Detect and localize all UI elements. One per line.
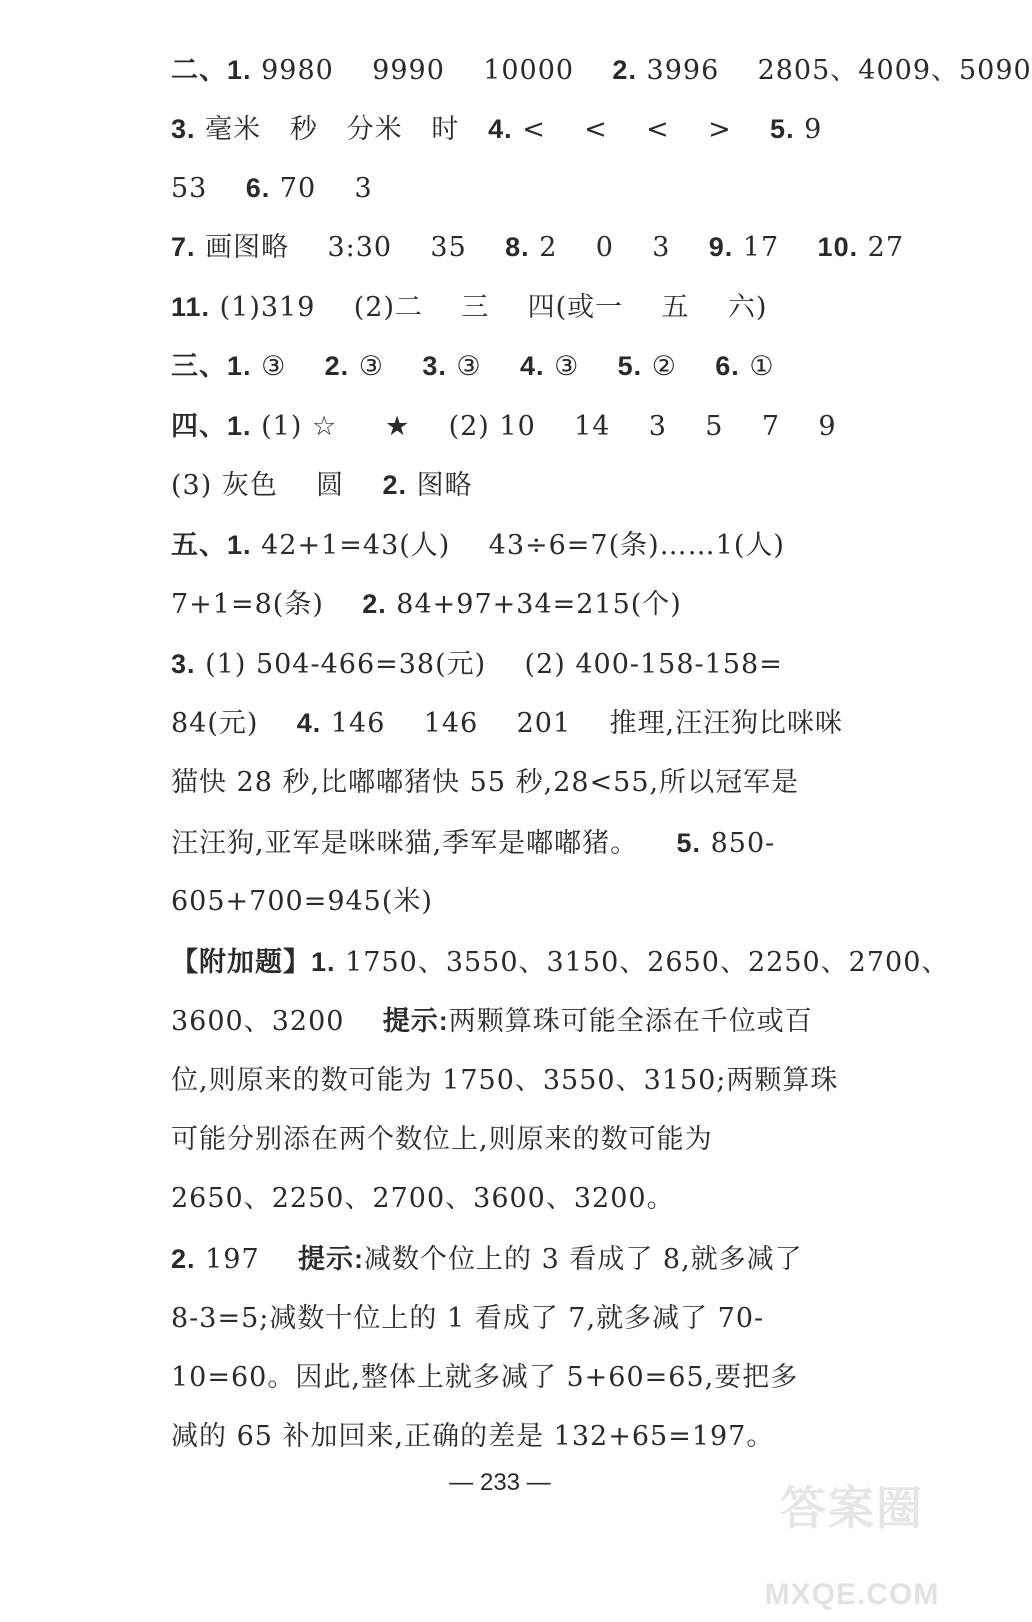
text-line: [171, 1241, 971, 1278]
answer-text-run: 146 146 201 推理,汪汪狗比咪咪: [321, 708, 844, 739]
answer-text-run: 汪汪狗,亚军是咪咪猫,季军是嘟嘟猪。: [171, 828, 677, 859]
answer-text-run: 197: [195, 1244, 298, 1275]
question-number: 5.: [617, 351, 643, 381]
question-number: 3.: [171, 114, 196, 144]
question-number: 3.: [171, 649, 196, 679]
answer-text-run: 9980 9990 10000: [251, 55, 613, 86]
answer-text-run: 可能分别添在两个数位上,则原来的数可能为: [171, 1124, 713, 1155]
answer-text-run: 850-: [701, 828, 776, 859]
answer-text-run: < < < >: [512, 114, 771, 145]
question-number: 5.: [676, 828, 702, 858]
text-line: [171, 527, 971, 564]
answer-text-run: 减的 65 补加回来,正确的差是 132+65=197。: [171, 1421, 775, 1452]
text-line: [171, 1419, 971, 1455]
answer-text-run: 27: [858, 232, 905, 263]
answer-text-run: ①: [739, 351, 775, 382]
answer-text-run: 3996 2805、4009、5090: [636, 55, 1032, 86]
answer-text-run: (1)319 (2)二 三 四(或一 五 六): [210, 292, 768, 323]
question-number: 2.: [362, 589, 387, 619]
answer-text-run: ③: [251, 351, 325, 382]
text-line: [171, 1063, 971, 1099]
watermark-logo-text: 答案圈: [780, 1482, 924, 1534]
answer-text-run: ③: [349, 351, 423, 382]
answer-text-run: 17: [733, 232, 818, 263]
text-line: [171, 825, 971, 862]
answer-text-run: 毫米 秒 分米 时: [195, 114, 489, 145]
text-line: [171, 1301, 971, 1337]
text-line: [171, 467, 971, 504]
answer-text-run: 53: [171, 173, 246, 204]
question-number: 9.: [708, 232, 734, 262]
question-number: 3.: [422, 351, 447, 381]
answer-text-run: 位,则原来的数可能为 1750、3550、3150;两颗算珠: [171, 1065, 839, 1096]
text-line: [171, 944, 971, 981]
question-number: 【附加题】1.: [171, 947, 336, 977]
text-line: [171, 765, 971, 801]
answer-text-run: (1) 504-466=38(元) (2) 400-158-158=: [195, 649, 783, 680]
page-number: — 233 —: [449, 1469, 551, 1496]
text-line: [171, 1181, 971, 1217]
text-line: [171, 1122, 971, 1158]
question-number: 2.: [324, 351, 350, 381]
text-line: [171, 586, 971, 623]
question-number: 提示:: [382, 1006, 449, 1036]
question-number: 4.: [488, 114, 513, 144]
answer-text-run: 84+97+34=215(个): [386, 589, 682, 620]
answer-text-run: 9: [794, 114, 823, 145]
watermark-url: MXQE.COM: [764, 1578, 940, 1611]
text-line: [171, 52, 1032, 89]
question-number: 7.: [171, 232, 196, 262]
answer-text-run: 70 3: [270, 173, 373, 204]
question-number: 三、1.: [171, 351, 252, 381]
text-line: [171, 1003, 971, 1040]
answer-text-run: 2 0 3: [529, 232, 709, 263]
question-number: 4.: [296, 708, 322, 738]
question-number: 11.: [171, 292, 211, 322]
question-number: 6.: [245, 173, 271, 203]
question-number: 10.: [817, 232, 859, 262]
answer-text-run: 7+1=8(条): [171, 589, 363, 620]
question-number: 四、1.: [171, 411, 252, 441]
watermark-logo: [722, 1472, 982, 1612]
text-line: [171, 705, 971, 742]
question-number: 6.: [715, 351, 740, 381]
answer-text-run: 两颗算珠可能全添在千位或百: [448, 1006, 813, 1037]
text-line: [171, 111, 971, 148]
text-line: [171, 1360, 971, 1396]
answer-text-run: 10=60。因此,整体上就多减了 5+60=65,要把多: [171, 1362, 799, 1393]
question-number: 2.: [612, 55, 637, 85]
question-number: 8.: [505, 232, 530, 262]
answer-text-run: (1) ☆ ★ (2) 10 14 3 5 7 9: [251, 411, 837, 442]
answer-text-run: ②: [642, 351, 716, 382]
text-line: [171, 884, 971, 920]
question-number: 五、1.: [171, 530, 252, 560]
answer-text-run: 图略: [407, 470, 473, 501]
text-line: [171, 408, 971, 445]
answer-text-run: 3600、3200: [171, 1006, 383, 1037]
text-line: [171, 646, 971, 683]
answer-text-run: (3) 灰色 圆: [171, 470, 383, 501]
answer-text-run: 605+700=945(米): [171, 886, 433, 917]
answer-text-run: 1750、3550、3150、2650、2250、2700、: [335, 947, 950, 978]
answer-text-run: ③: [544, 351, 618, 382]
question-number: 二、1.: [171, 55, 252, 85]
answer-text-run: 8-3=5;减数十位上的 1 看成了 7,就多减了 70-: [171, 1303, 765, 1334]
answer-text-run: 2650、2250、2700、3600、3200。: [171, 1183, 675, 1214]
question-number: 2.: [171, 1244, 196, 1274]
answer-text-run: 42+1=43(人) 43÷6=7(条)……1(人): [251, 530, 785, 561]
question-number: 4.: [519, 351, 545, 381]
answer-text-run: ③: [446, 351, 520, 382]
answer-text-run: 减数个位上的 3 看成了 8,就多减了: [363, 1244, 803, 1275]
question-number: 2.: [382, 470, 408, 500]
question-number: 提示:: [297, 1244, 364, 1274]
answer-text-run: 84(元): [171, 708, 297, 739]
text-line: [171, 289, 971, 326]
answer-text-run: 画图略 3:30 35: [195, 232, 506, 263]
question-number: 5.: [770, 114, 795, 144]
text-line: [171, 348, 971, 385]
answer-text-run: 猫快 28 秒,比嘟嘟猪快 55 秒,28<55,所以冠军是: [171, 767, 800, 798]
text-line: [171, 170, 971, 207]
text-line: [171, 229, 971, 266]
